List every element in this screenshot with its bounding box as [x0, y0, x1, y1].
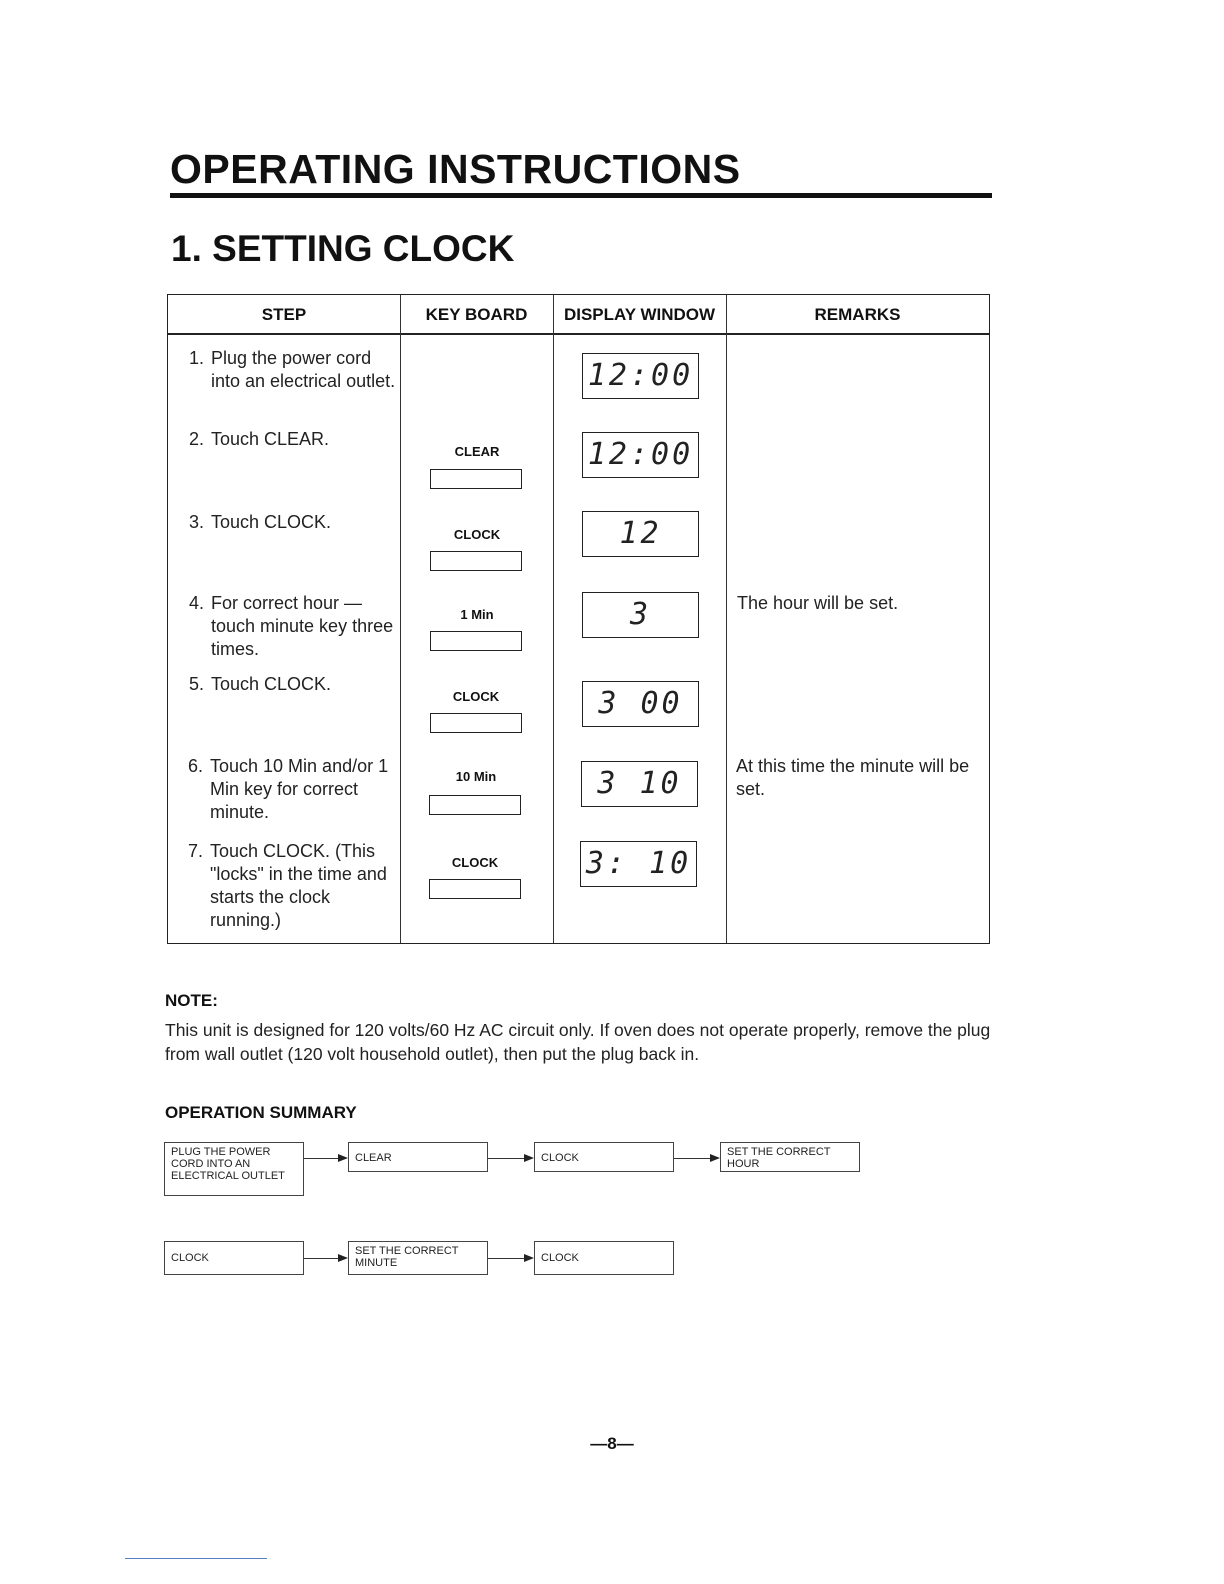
- flow-step-clock: CLOCK: [534, 1241, 674, 1275]
- header-step: STEP: [261, 305, 307, 324]
- header-display-window: DISPLAY WINDOW: [563, 305, 716, 324]
- footer-line: [125, 1558, 267, 1559]
- flow-arrow: [674, 1158, 718, 1159]
- column-divider: [553, 295, 554, 943]
- step-text: Plug the power cord into an electrical outlet.: [211, 348, 396, 391]
- clock-key[interactable]: [429, 879, 521, 899]
- step-text: Touch CLOCK.: [211, 512, 332, 532]
- page-title: OPERATING INSTRUCTIONS: [170, 146, 741, 192]
- note-title: NOTE:: [165, 991, 218, 1010]
- flow-arrow: [488, 1258, 532, 1259]
- display-window: 12:00: [582, 353, 699, 399]
- header-rule: [168, 333, 989, 335]
- step-number: 1.: [189, 348, 205, 368]
- summary-title: OPERATION SUMMARY: [165, 1103, 357, 1122]
- step-text: Touch CLOCK.: [211, 674, 332, 694]
- title-rule: [170, 193, 992, 198]
- display-window: 3: [582, 592, 699, 638]
- remark-text: The hour will be set.: [737, 593, 899, 613]
- flow-step-clear: CLEAR: [348, 1142, 488, 1172]
- key-label: CLEAR: [454, 444, 500, 459]
- display-window: 3 00: [582, 681, 699, 727]
- header-remarks: REMARKS: [814, 305, 901, 324]
- column-divider: [726, 295, 727, 943]
- step-text: Touch CLEAR.: [211, 429, 330, 449]
- display-window: 12: [582, 511, 699, 557]
- section-title: 1. SETTING CLOCK: [171, 228, 515, 269]
- flow-step-plug: PLUG THE POWER CORD INTO AN ELECTRICAL OUTLET: [164, 1142, 304, 1196]
- flow-step-clock: CLOCK: [534, 1142, 674, 1172]
- header-keyboard: KEY BOARD: [425, 305, 528, 324]
- flow-step-clock: CLOCK: [164, 1241, 304, 1275]
- page-number: —8—: [590, 1434, 634, 1453]
- step-number: 7.: [188, 841, 204, 861]
- display-window: 12:00: [582, 432, 699, 478]
- step-text: For correct hour — touch minute key three times.: [211, 593, 394, 659]
- flow-arrow: [304, 1158, 346, 1159]
- step-number: 3.: [189, 512, 205, 532]
- display-window: 3: 10: [580, 841, 697, 887]
- flow-step-set-hour: SET THE CORRECT HOUR: [720, 1142, 860, 1172]
- note-text: This unit is designed for 120 volts/60 Hz AC circuit only. If oven does not operate properly, remove the plug from wall outlet (120 volt household outlet), then put the plug back in.: [165, 1020, 991, 1064]
- ten-min-key[interactable]: [429, 795, 521, 815]
- step-number: 2.: [189, 429, 205, 449]
- flow-arrow: [304, 1258, 346, 1259]
- key-label: CLOCK: [451, 855, 499, 870]
- clear-key[interactable]: [430, 469, 522, 489]
- step-number: 5.: [189, 674, 205, 694]
- clock-key[interactable]: [430, 551, 522, 571]
- flow-step-set-minute: SET THE CORRECT MINUTE: [348, 1241, 488, 1275]
- one-min-key[interactable]: [430, 631, 522, 651]
- step-text: Touch CLOCK. (This "locks" in the time and starts the clock running.): [210, 841, 387, 930]
- key-label: 10 Min: [455, 769, 497, 784]
- step-number: 4.: [189, 593, 205, 613]
- key-label: CLOCK: [452, 689, 500, 704]
- flow-arrow: [488, 1158, 532, 1159]
- display-window: 3 10: [581, 761, 698, 807]
- instructions-table: [167, 294, 990, 944]
- key-label: CLOCK: [453, 527, 501, 542]
- step-text: Touch 10 Min and/or 1 Min key for correct minute.: [210, 756, 389, 822]
- key-label: 1 Min: [460, 607, 494, 622]
- clock-key[interactable]: [430, 713, 522, 733]
- step-number: 6.: [188, 756, 204, 776]
- remark-text: At this time the minute will be set.: [736, 756, 970, 799]
